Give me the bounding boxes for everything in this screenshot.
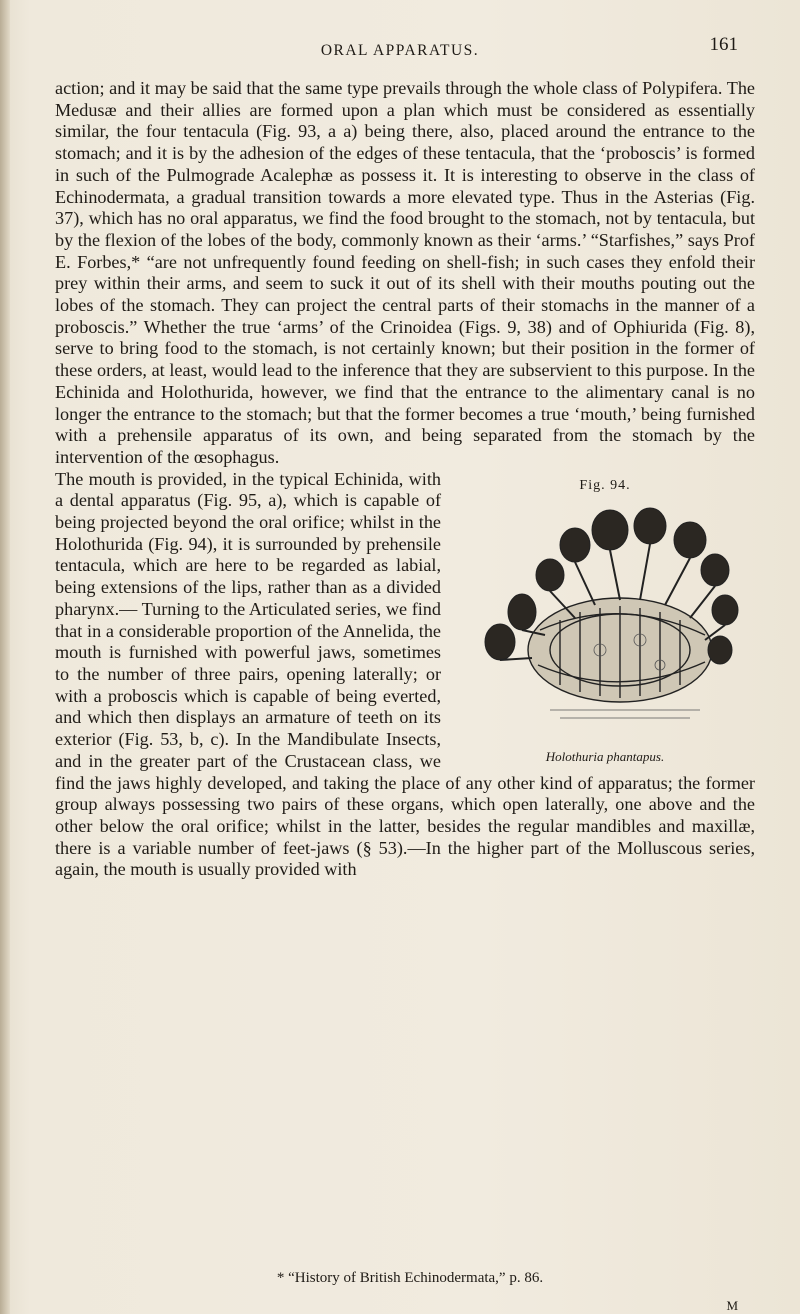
- page-spine-shadow: [0, 0, 10, 1314]
- text-with-figure: The mouth is provided, in the typical Echinida, with a dental apparatus (Fig. 95, a), which is capable of being projected beyond the oral orifice; whilst in the Holothurida (Fig. 94), it is surrounded by prehensile tentacula, which are here to be regarded as labial, being extensions of the lips, rather than as a divided pharynx.— Turning to the Articulated series, we find that in a considerable proportion of the Annelida, the mouth is furnished with powerful jaws, sometimes to the number of three pairs, opening laterally; or with a proboscis which is capable of being everted, and which then displays an armature of teeth on its exterior (Fig. 53, b, c). In the Mandibulate Insects, and in the greater part of the Crustacean class, we find the jaws highly developed, and taking the place of any other kind of apparatus; the former group always possessing two pairs of these organs, which open laterally, one above and the other below the oral orifice; whilst in the latter, besides the regular mandibles and maxillæ, there is a variable number of feet-jaws (§ 53).—In the higher part of the Molluscous series, again, the mouth is usually provided with: [55, 468, 755, 880]
- figure-caption: Holothuria phantapus.: [545, 749, 665, 765]
- figure-94: [455, 475, 755, 768]
- body-text: [55, 78, 755, 881]
- holothuria-body: [528, 598, 712, 702]
- text-before-figure: action; and it may be said that the same type prevails through the whole class of Polypifera. The Medusæ and their allies are formed upon a plan which must be considered as essentially similar, the four tentacula (Fig. 93, a a) being there, also, placed around the entrance to the stomach; and it is by the adhesion of the edges of these tentacula, that the ‘proboscis’ is formed in such of the Pulmograde Acalephæ as possess it. It is interesting to observe in the class of Echinodermata, a gradual transition towards a more elevated type. Thus in the Asterias (Fig. 37), which has no oral apparatus, we find the food brought to the stomach, not by tentacula, but by the flexion of the lobes of the body, commonly known as their ‘arms.’ “Starfishes,” says Prof E. Forbes,* “are not unfrequently found feeding on shell-fish; in such cases they enfold their prey within their arms, and seem to suck it out of its shell with their mouths pouting out the lobes of the stomach. They can project the central parts of their stomachs in the manner of a proboscis.” Whether the true ‘arms’ of the Crinoidea (Figs. 9, 38) and of Ophiurida (Fig. 8), serve to bring food to the stomach, is not certainly known; but their position in the former of these orders, at least, would lead to the inference that they are subservient to this purpose. In the Echinida and Holothurida, however, we find that the entrance to the alimentary canal is no longer the entrance to the stomach; but that the former becomes a true ‘mouth,’ being furnished with a prehensile apparatus of its own, and being separated from the stomach by the intervention of the œsophagus.: [55, 78, 755, 467]
- paragraph-main: [55, 78, 755, 469]
- figure-label: Fig. 94.: [579, 477, 631, 493]
- page-number: 161: [709, 34, 738, 55]
- footnote: * “History of British Echinodermata,” p. 86.: [276, 1270, 544, 1286]
- signature-mark: M: [726, 1298, 738, 1313]
- running-head: ORAL APPARATUS.: [320, 42, 480, 59]
- holothuria-illustration: [460, 500, 750, 738]
